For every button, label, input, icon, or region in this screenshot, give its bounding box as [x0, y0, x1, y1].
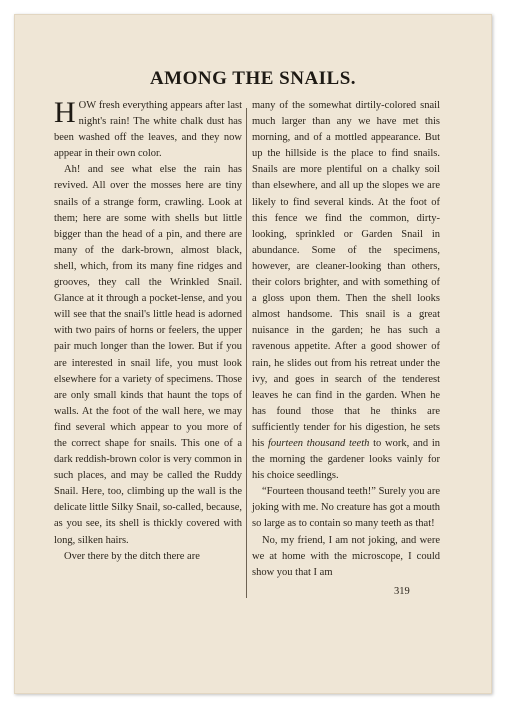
paragraph-not-joking: No, my friend, I am not joking, and were we at home with the microscope, I could show you that I am: [252, 534, 440, 578]
paragraph-rain-revived: Ah! and see what else the rain has revived. All over the mosses here are tiny snails of a strange form, crawling. Look at them; here are some with shells but little bigger than the head of a pin, and there are many of the dark-brown, almost black, shell, which, from its many fine ridges and grooves, they call the Wrinkled Snail. Glance at it through a pocket-lense, and you will see that the snail's little head is adorned with two pairs of horns or feelers, the upper pair much longer than the lower. But if you are interested in snail life, you must look elsewhere for a variety of specimens. Those are only small kinds that haunt the tops of walls. At the foot of the wall here, we may find several which appear to you more of the correct shape for snails. This one of a dark reddish-brown color is very common in such places, and may be called the Ruddy Snail. Here, too, climbing up the wall is the delicate little Silky Snail, so-called, because, as you see, its shell is thickly covered with long, silken hairs.: [54, 164, 242, 546]
paragraph-teeth-question: “Fourteen thousand teeth!” Surely you are joking with me. No creature has got a mouth so large as to contain so many teeth as that!: [252, 486, 440, 530]
paragraph-ditch: Over there by the ditch there are: [64, 550, 200, 562]
drop-cap: H: [54, 96, 76, 129]
paragraph-opening: [54, 98, 242, 162]
paragraph-opening-text: OW fresh everything appears after last night's rain! The white chalk dust has been washed off the leaves, and they now appear in their own color.: [54, 100, 242, 160]
column-divider: [246, 108, 247, 598]
article-title: AMONG THE SNAILS.: [149, 68, 357, 89]
paragraph-garden-snail-text-b: to work, and in the morning the gardener looks vainly for his choice seedlings.: [252, 437, 441, 482]
book-page: [14, 14, 492, 694]
page-number: 319: [394, 586, 410, 597]
italic-phrase: fourteen thousand teeth: [268, 437, 370, 449]
paragraph-garden-snail-text-a: many of the somewhat dirtily-colored snail much larger than any we have met this morning, and of a mottled appearance. But up the hillside is the place to find snails. Snails are more plentiful on a chalky soil than elsewhere, and all up the slopes we are likely to find several kinds. At the foot of this fence we find the common, dirty-looking, sprinkled or Garden Snail in abundance. Some of the specimens, however, are cleaner-looking than others, their colors brighter, and with something of a gloss upon them. Then the shell looks almost handsome. This snail is a great nuisance in the garden; he has such a ravenous appetite. After a good shower of rain, he slides out from his retreat under the ivy, and goes in search of the tenderest leaves he can find in the garden. When he has found those that he thinks are sufficiently tender for his digestion, he sets his: [252, 100, 440, 449]
left-column: [54, 98, 242, 565]
right-column: [252, 98, 440, 581]
paragraph-garden-snail: [252, 98, 440, 484]
